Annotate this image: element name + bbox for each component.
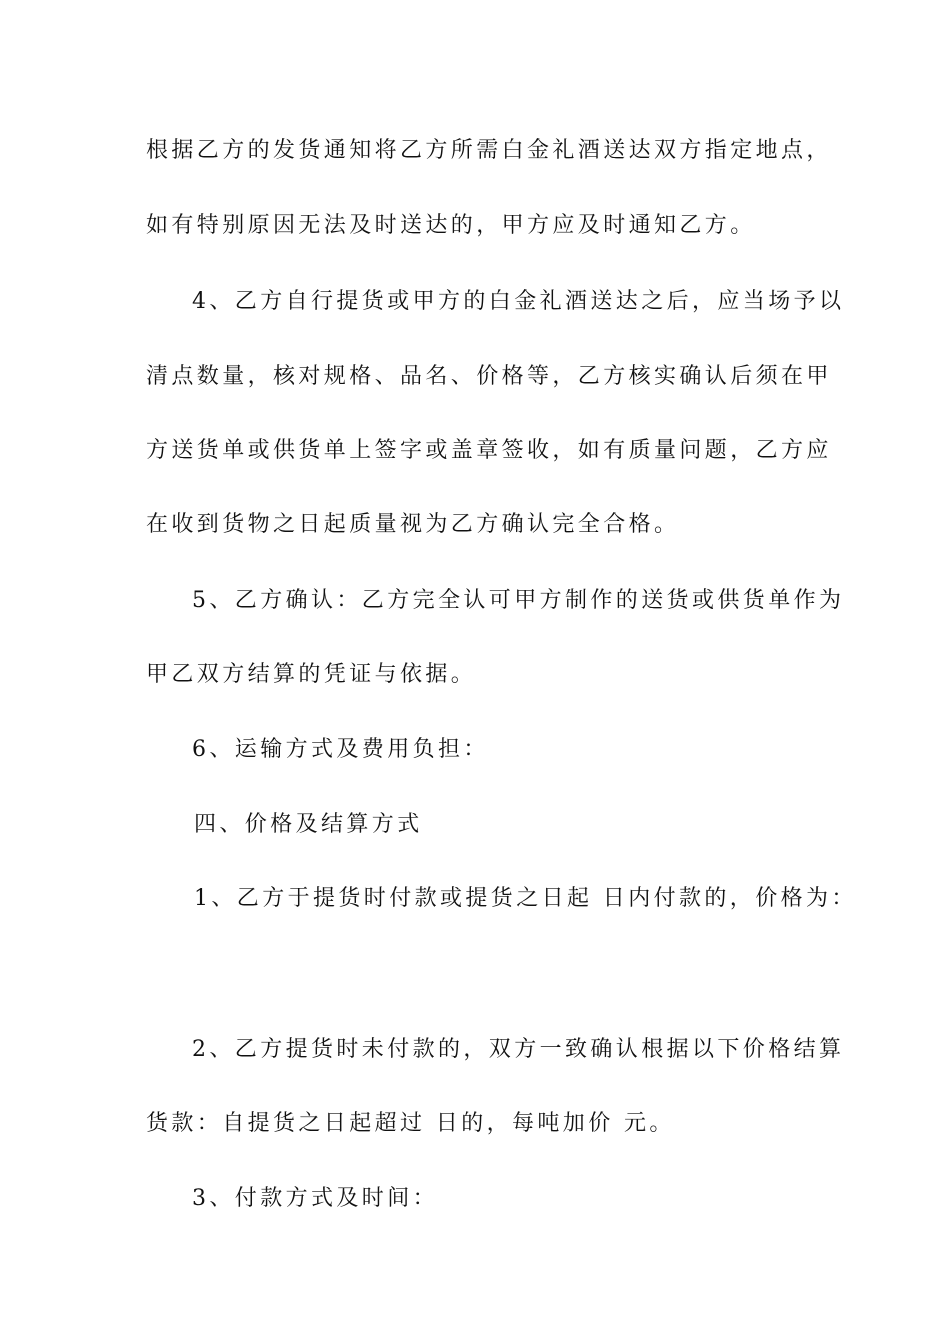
paragraph-line-1: 根据乙方的发货通知将乙方所需白金礼酒送达双方指定地点， [146,138,832,163]
clause-4-line-4: 在收到货物之日起质量视为乙方确认完全合格。 [146,512,680,537]
clause-4-line-2: 清点数量，核对规格、品名、价格等，乙方核实确认后须在甲 [146,364,832,389]
paragraph-line-2: 如有特别原因无法及时送达的，甲方应及时通知乙方。 [146,213,756,238]
clause-5-line-2: 甲乙双方结算的凭证与依据。 [146,662,477,687]
clause-4-line-3: 方送货单或供货单上签字或盖章签收，如有质量问题，乙方应 [146,438,832,463]
price-clause-2-line-1: 2、乙方提货时未付款的，双方一致确认根据以下价格结算 [192,1037,845,1062]
clause-4-line-1: 4、乙方自行提货或甲方的白金礼酒送达之后，应当场予以 [192,289,845,314]
price-clause-1: 1、乙方于提货时付款或提货之日起 日内付款的，价格为： [194,886,857,911]
price-clause-2-line-2: 货款：自提货之日起超过 日的，每吨加价 元。 [146,1111,675,1136]
section-4-heading: 四、价格及结算方式 [194,812,423,837]
price-clause-3: 3、付款方式及时间： [192,1186,438,1211]
clause-5-line-1: 5、乙方确认：乙方完全认可甲方制作的送货或供货单作为 [192,588,845,613]
clause-6-heading: 6、运输方式及费用负担： [192,737,489,762]
